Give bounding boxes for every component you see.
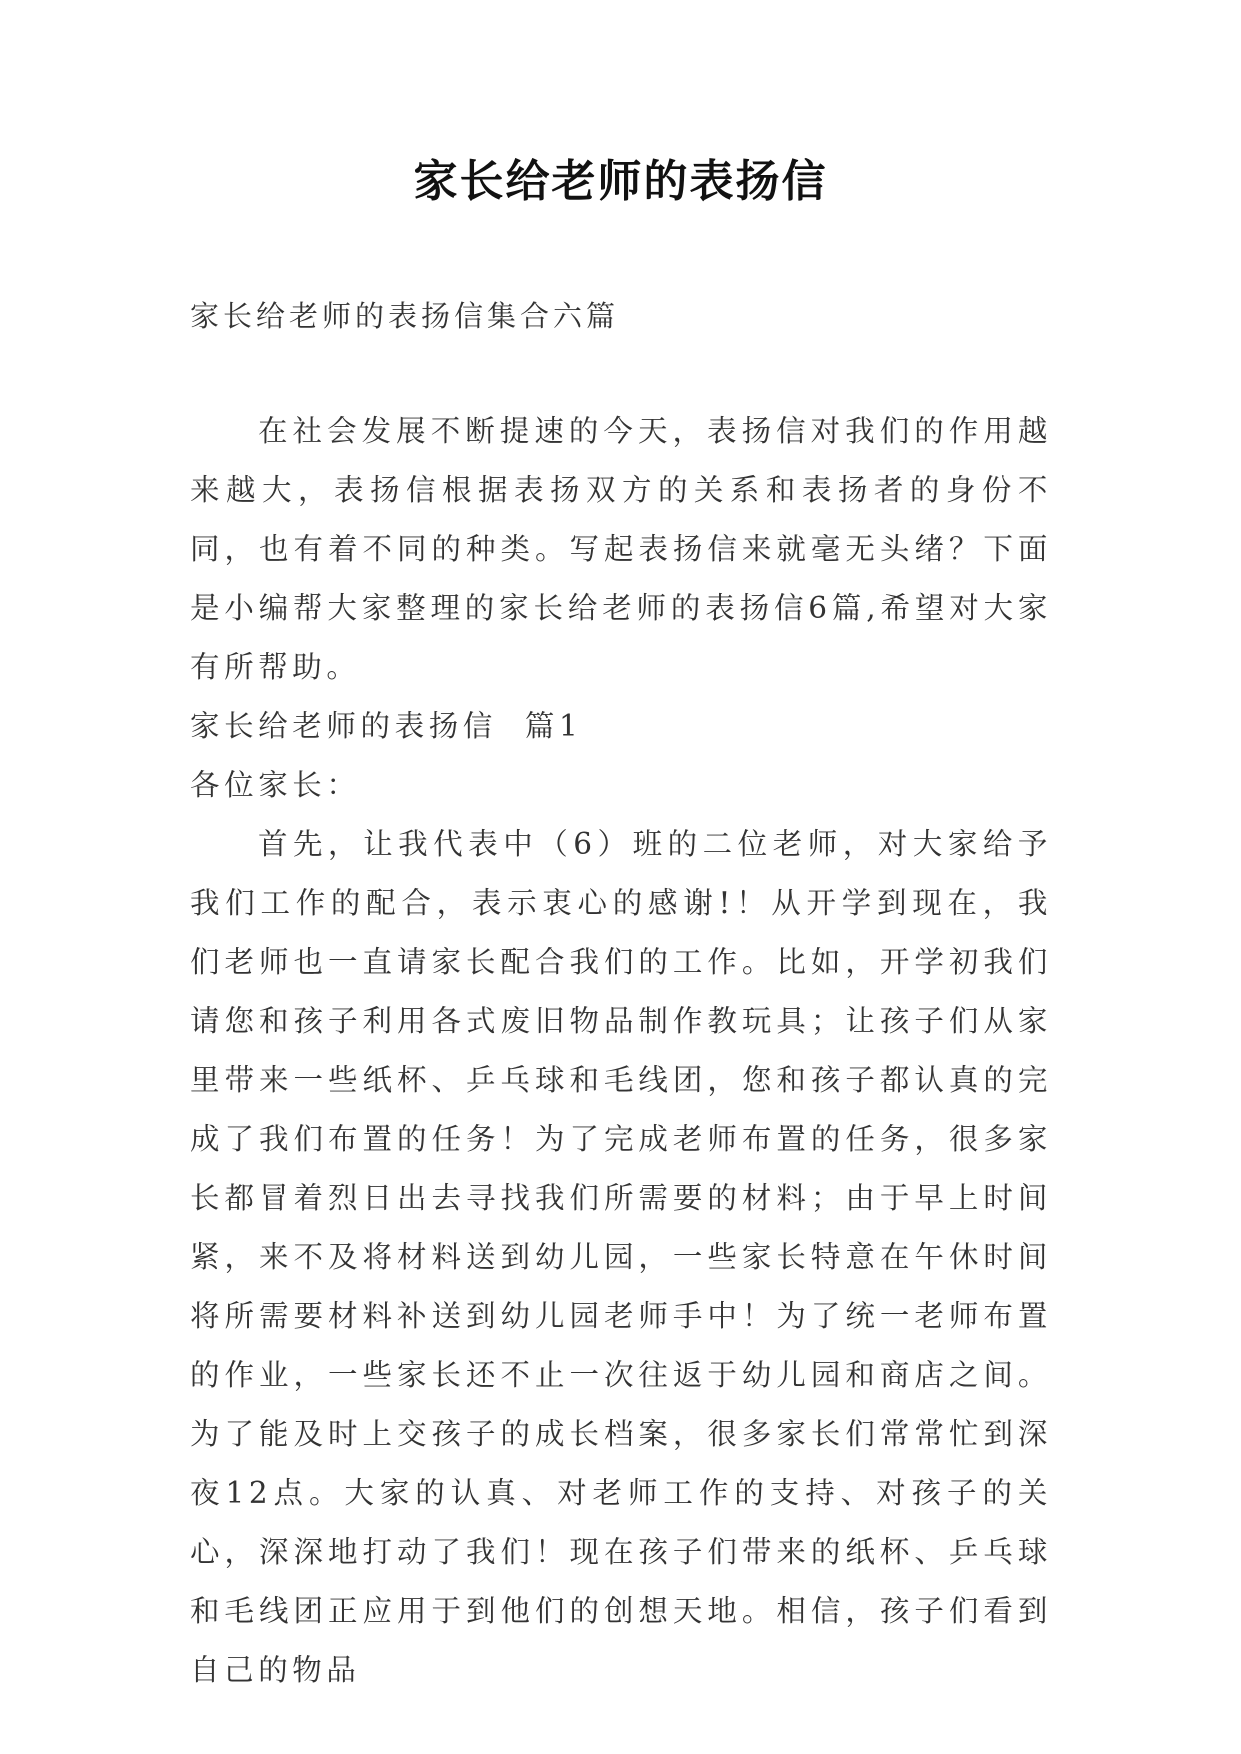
document-subtitle: 家长给老师的表扬信集合六篇 — [190, 299, 620, 333]
intro-paragraph: 在社会发展不断提速的今天，表扬信对我们的作用越来越大，表扬信根据表扬双方的关系和表扬者的身份不同，也有着不同的种类。写起表扬信来就毫无头绪？下面是小编帮大家整理的家长给老师的表扬信6篇,希望对大家有所帮助。 — [190, 414, 1052, 684]
section-heading: 家长给老师的表扬信 篇1 — [190, 709, 583, 743]
document-body — [190, 402, 1052, 1700]
salutation: 各位家长： — [190, 768, 361, 802]
document-title: 家长给老师的表扬信 — [413, 156, 828, 207]
letter-paragraph: 首先，让我代表中（6）班的二位老师，对大家给予我们工作的配合，表示衷心的感谢!！从开学到现在，我们老师也一直请家长配合我们的工作。比如，开学初我们请您和孩子利用各式废旧物品制作教玩具；让孩子们从家里带来一些纸杯、乒乓球和毛线团，您和孩子都认真的完成了我们布置的任务！为了完成老师布置的任务，很多家长都冒着烈日出去寻找我们所需要的材料；由于早上时间紧，来不及将材料送到幼儿园，一些家长特意在午休时间将所需要材料补送到幼儿园老师手中！为了统一老师布置的作业，一些家长还不止一次往返于幼儿园和商店之间。为了能及时上交孩子的成长档案，很多家长们常常忙到深夜12点。大家的认真、对老师工作的支持、对孩子的关心，深深地打动了我们！现在孩子们带来的纸杯、乒乓球和毛线团正应用于到他们的创想天地。相信，孩子们看到自己的物品 — [190, 827, 1052, 1687]
